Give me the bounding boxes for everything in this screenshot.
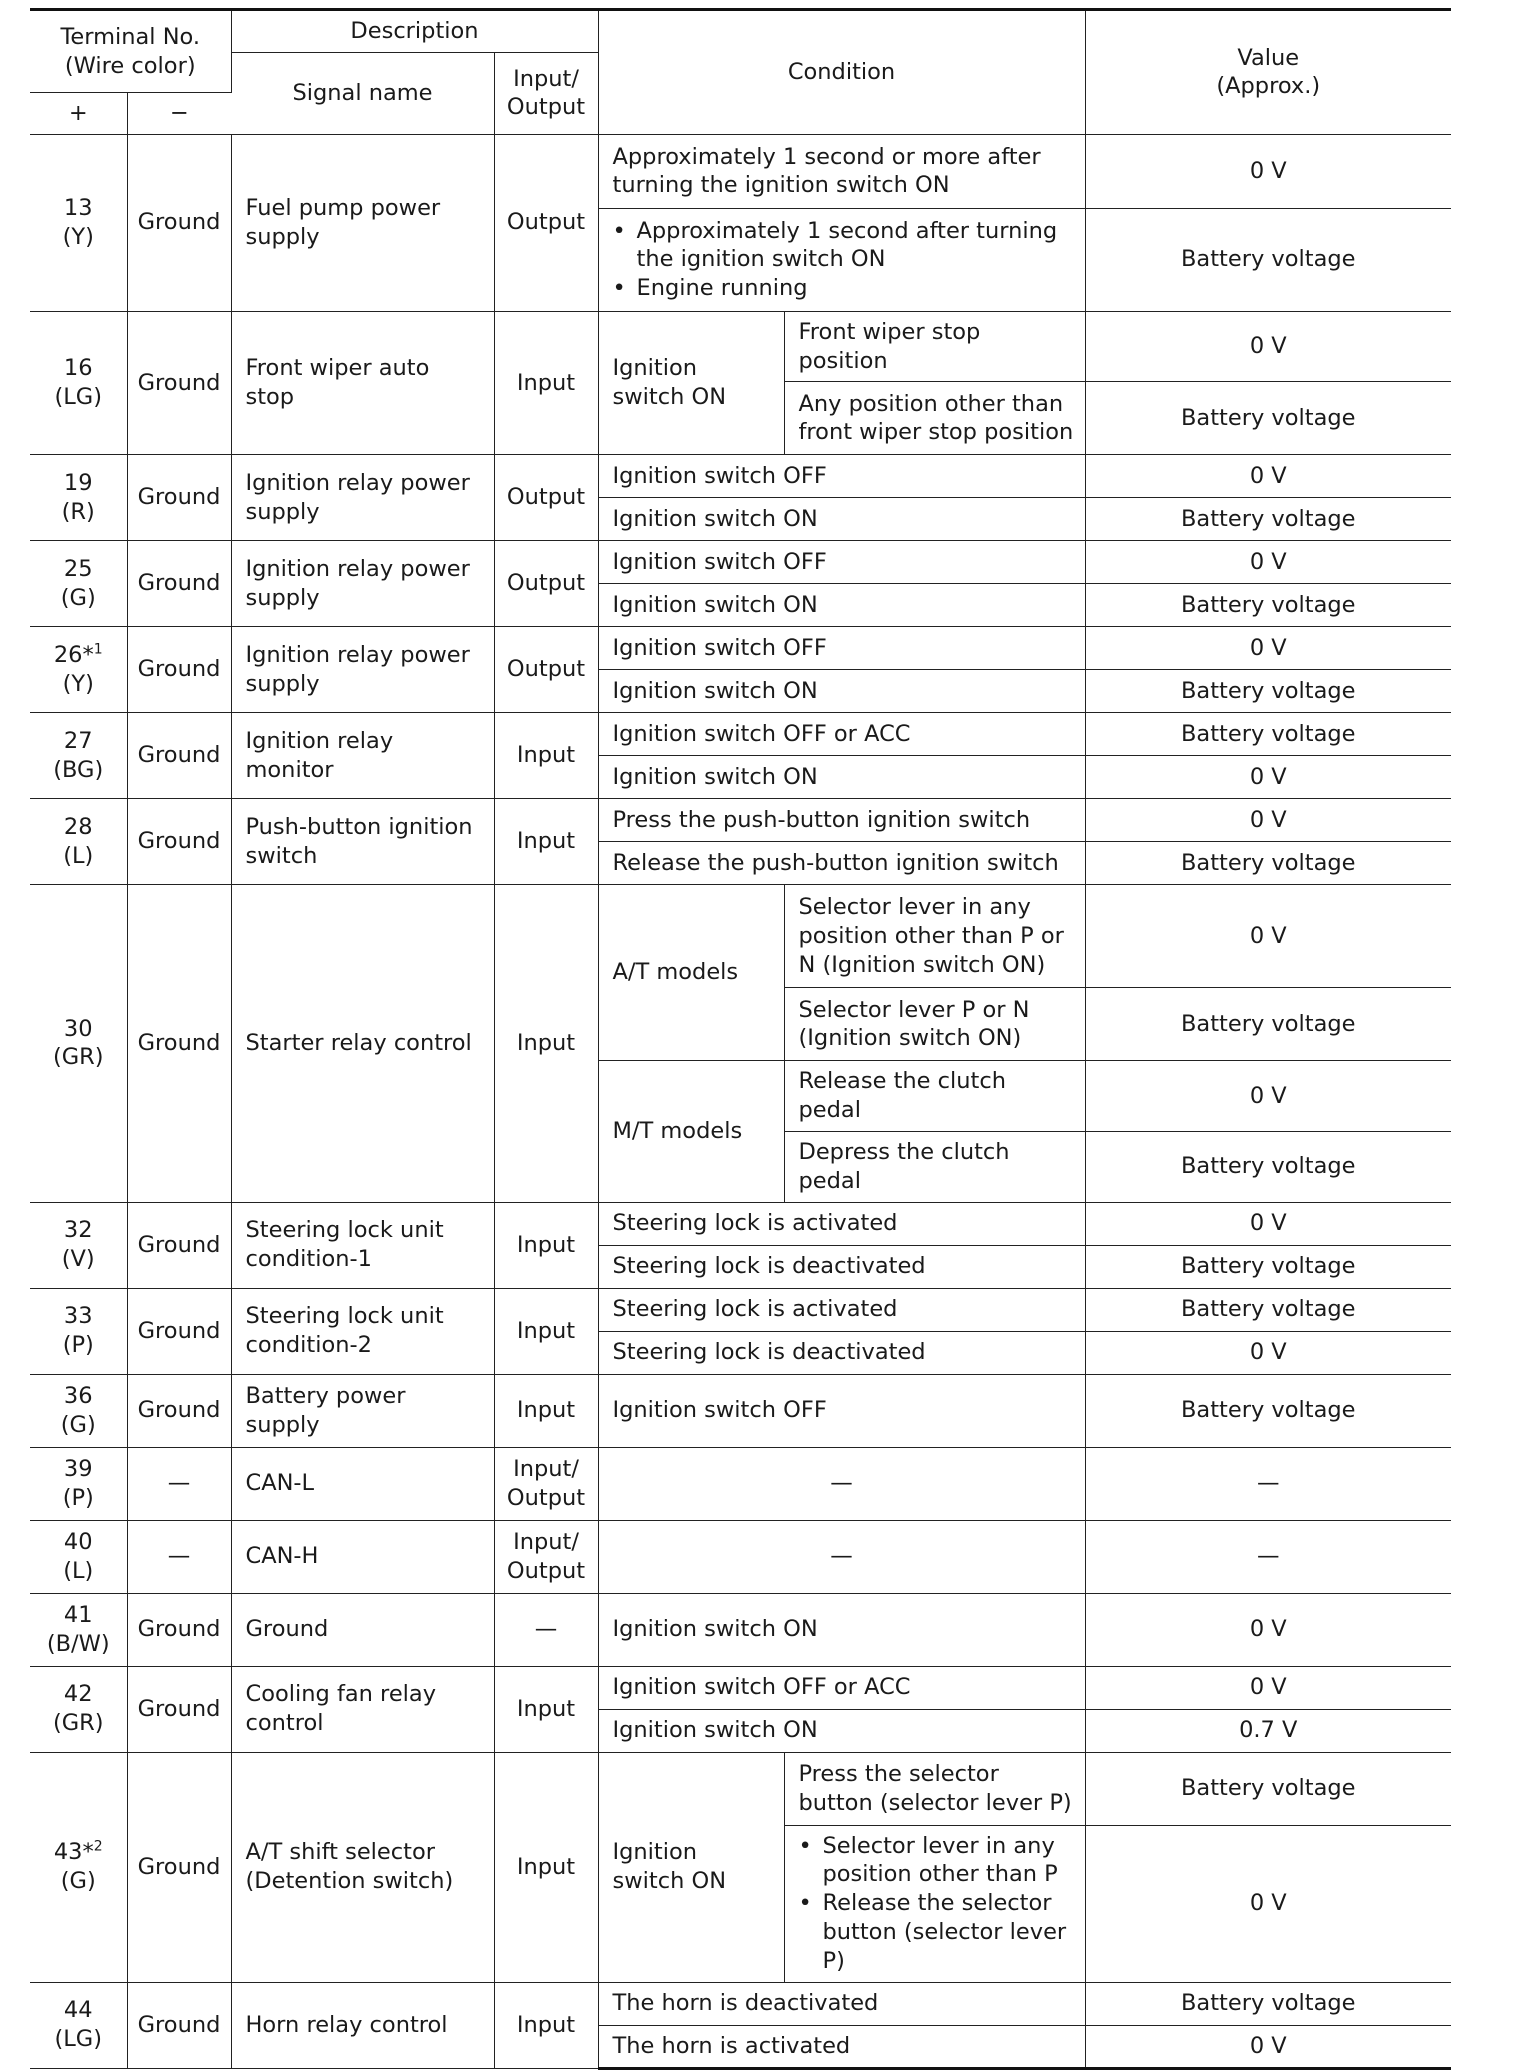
condition-cell: Ignition switch OFF or ACC xyxy=(598,713,1085,756)
terminal-number: 19 (R) xyxy=(30,455,127,541)
condition-cell: Press the push-button ignition switch xyxy=(598,799,1085,842)
signal-name: Ignition relay power supply xyxy=(231,541,494,627)
value-cell: Battery voltage xyxy=(1085,584,1451,627)
table-row xyxy=(30,1752,1451,1825)
condition-cell: Steering lock is activated xyxy=(598,1288,1085,1331)
terminal-number: 40 (L) xyxy=(30,1520,127,1593)
ground-cell: — xyxy=(127,1520,231,1593)
signal-name: CAN-H xyxy=(231,1520,494,1593)
header-value xyxy=(1085,10,1451,135)
value-cell: Battery voltage xyxy=(1085,842,1451,885)
signal-name: Cooling fan relay control xyxy=(231,1666,494,1752)
value-cell: 0 V xyxy=(1085,541,1451,584)
condition-cell: — xyxy=(598,1447,1085,1520)
value-cell: 0 V xyxy=(1085,1061,1451,1132)
terminal-number: 32 (V) xyxy=(30,1202,127,1288)
header-signal-name: Signal name xyxy=(231,53,494,135)
terminal-spec-page xyxy=(30,8,1451,2070)
signal-name: Horn relay control xyxy=(231,1982,494,2068)
table-row xyxy=(30,1666,1451,1709)
header-value-label: Value xyxy=(1237,44,1300,71)
io-cell: Input xyxy=(494,1202,598,1288)
table-row xyxy=(30,885,1451,988)
table-row xyxy=(30,541,1451,584)
io-cell: Input xyxy=(494,1982,598,2068)
terminal-number: 13 (Y) xyxy=(30,134,127,311)
table-row xyxy=(30,627,1451,670)
header-minus: − xyxy=(127,93,231,135)
table-row xyxy=(30,1593,1451,1666)
condition-cell: Ignition switch ON xyxy=(598,670,1085,713)
condition-cell: Release the clutch pedal xyxy=(784,1061,1085,1132)
value-cell: Battery voltage xyxy=(1085,382,1451,455)
terminal-number: 26*$^1$ (Y) xyxy=(30,627,127,713)
ground-cell: Ground xyxy=(127,627,231,713)
signal-name: Ignition relay power supply xyxy=(231,455,494,541)
table-row xyxy=(30,311,1451,382)
terminal-number: 41 (B/W) xyxy=(30,1593,127,1666)
ground-cell: — xyxy=(127,1447,231,1520)
value-cell: Battery voltage xyxy=(1085,1752,1451,1825)
value-cell: 0 V xyxy=(1085,799,1451,842)
header-wire-color-label: (Wire color) xyxy=(64,52,196,79)
ground-cell: Ground xyxy=(127,713,231,799)
ground-cell: Ground xyxy=(127,1666,231,1752)
value-cell: — xyxy=(1085,1447,1451,1520)
condition-cell: Any position other than front wiper stop position xyxy=(784,382,1085,455)
io-cell: Input xyxy=(494,1374,598,1447)
condition-cell: Ignition switch OFF xyxy=(598,541,1085,584)
terminal-number: 30 (GR) xyxy=(30,885,127,1202)
ground-cell: Ground xyxy=(127,311,231,455)
ground-cell: Ground xyxy=(127,1288,231,1374)
header-condition: Condition xyxy=(598,10,1085,135)
value-cell: Battery voltage xyxy=(1085,713,1451,756)
header-io-line1: Input/ xyxy=(513,65,579,92)
table-row xyxy=(30,799,1451,842)
terminal-number: 33 (P) xyxy=(30,1288,127,1374)
table-row xyxy=(30,1374,1451,1447)
ground-cell: Ground xyxy=(127,885,231,1202)
signal-name: Fuel pump power supply xyxy=(231,134,494,311)
condition-cell: • Selector lever in any position other than P • Release the selector button (selector lever P) xyxy=(784,1825,1085,1982)
condition-cell: Ignition switch OFF or ACC xyxy=(598,1666,1085,1709)
value-cell: 0 V xyxy=(1085,2025,1451,2068)
condition-cell: Ignition switch ON xyxy=(598,1709,1085,1752)
io-cell: Input xyxy=(494,1752,598,1982)
io-cell: Output xyxy=(494,134,598,311)
signal-name: Ignition relay power supply xyxy=(231,627,494,713)
io-cell: Input/ Output xyxy=(494,1520,598,1593)
terminal-number: 36 (G) xyxy=(30,1374,127,1447)
condition-cell: Steering lock is activated xyxy=(598,1202,1085,1245)
header-terminal-no xyxy=(30,10,231,93)
condition-cell: The horn is deactivated xyxy=(598,1982,1085,2025)
signal-name: Steering lock unit condition-1 xyxy=(231,1202,494,1288)
io-cell: Input xyxy=(494,799,598,885)
table-row xyxy=(30,134,1451,208)
value-cell: 0 V xyxy=(1085,627,1451,670)
signal-name: Push-button ignition switch xyxy=(231,799,494,885)
value-cell: Battery voltage xyxy=(1085,1288,1451,1331)
terminal-spec-table xyxy=(30,8,1451,2070)
terminal-number: 25 (G) xyxy=(30,541,127,627)
signal-name: Starter relay control xyxy=(231,885,494,1202)
io-cell: Input xyxy=(494,885,598,1202)
value-cell: Battery voltage xyxy=(1085,1982,1451,2025)
ground-cell: Ground xyxy=(127,1374,231,1447)
value-cell: Battery voltage xyxy=(1085,1245,1451,1288)
ground-cell: Ground xyxy=(127,1593,231,1666)
value-cell: 0 V xyxy=(1085,1666,1451,1709)
value-cell: 0 V xyxy=(1085,756,1451,799)
condition-cell: Ignition switch ON xyxy=(598,756,1085,799)
table-row xyxy=(30,1447,1451,1520)
condition-cell: • Approximately 1 second after turning the ignition switch ON • Engine running xyxy=(598,208,1085,311)
condition-cell: Ignition switch OFF xyxy=(598,455,1085,498)
ground-cell: Ground xyxy=(127,1982,231,2068)
ground-cell: Ground xyxy=(127,134,231,311)
condition-cell: Steering lock is deactivated xyxy=(598,1331,1085,1374)
condition-group: Ignition switch ON xyxy=(598,311,784,455)
header-plus: + xyxy=(30,93,127,135)
ground-cell: Ground xyxy=(127,1202,231,1288)
signal-name: Ignition relay monitor xyxy=(231,713,494,799)
terminal-number: 16 (LG) xyxy=(30,311,127,455)
terminal-number: 27 (BG) xyxy=(30,713,127,799)
table-row xyxy=(30,1202,1451,1245)
condition-cell: Ignition switch OFF xyxy=(598,1374,1085,1447)
ground-cell: Ground xyxy=(127,799,231,885)
value-cell: 0 V xyxy=(1085,1202,1451,1245)
io-cell: Output xyxy=(494,455,598,541)
io-cell: Input xyxy=(494,713,598,799)
value-cell: — xyxy=(1085,1520,1451,1593)
table-row xyxy=(30,1288,1451,1331)
header-input-output xyxy=(494,53,598,135)
condition-cell: The horn is activated xyxy=(598,2025,1085,2068)
value-cell: 0 V xyxy=(1085,885,1451,988)
value-cell: 0 V xyxy=(1085,1331,1451,1374)
terminal-number: 44 (LG) xyxy=(30,1982,127,2068)
terminal-number: 42 (GR) xyxy=(30,1666,127,1752)
value-cell: 0.7 V xyxy=(1085,1709,1451,1752)
condition-group: M/T models xyxy=(598,1061,784,1202)
condition-cell: Steering lock is deactivated xyxy=(598,1245,1085,1288)
io-cell: Input xyxy=(494,1288,598,1374)
value-cell: 0 V xyxy=(1085,134,1451,208)
header-terminal-no-label: Terminal No. xyxy=(60,23,201,50)
condition-group: A/T models xyxy=(598,885,784,1061)
condition-cell: Ignition switch OFF xyxy=(598,627,1085,670)
table-row xyxy=(30,713,1451,756)
condition-cell: Approximately 1 second or more after turning the ignition switch ON xyxy=(598,134,1085,208)
signal-name: CAN-L xyxy=(231,1447,494,1520)
io-cell: Input xyxy=(494,311,598,455)
ground-cell: Ground xyxy=(127,1752,231,1982)
io-cell: — xyxy=(494,1593,598,1666)
value-cell: 0 V xyxy=(1085,1825,1451,1982)
signal-name: Steering lock unit condition-2 xyxy=(231,1288,494,1374)
condition-cell: Ignition switch ON xyxy=(598,584,1085,627)
value-cell: 0 V xyxy=(1085,455,1451,498)
io-cell: Input xyxy=(494,1666,598,1752)
condition-cell: Ignition switch ON xyxy=(598,498,1085,541)
condition-cell: — xyxy=(598,1520,1085,1593)
table-row xyxy=(30,1982,1451,2025)
terminal-number: 43*$^2$ (G) xyxy=(30,1752,127,1982)
value-cell: Battery voltage xyxy=(1085,670,1451,713)
value-cell: 0 V xyxy=(1085,1593,1451,1666)
value-cell: Battery voltage xyxy=(1085,1374,1451,1447)
ground-cell: Ground xyxy=(127,455,231,541)
signal-name: Battery power supply xyxy=(231,1374,494,1447)
condition-cell: Selector lever in any position other than P or N (Ignition switch ON) xyxy=(784,885,1085,988)
signal-name: Front wiper auto stop xyxy=(231,311,494,455)
value-cell: 0 V xyxy=(1085,311,1451,382)
io-cell: Output xyxy=(494,541,598,627)
condition-cell: Selector lever P or N (Ignition switch ON) xyxy=(784,988,1085,1061)
condition-cell: Release the push-button ignition switch xyxy=(598,842,1085,885)
header-io-line2: Output xyxy=(506,94,586,121)
condition-cell: Depress the clutch pedal xyxy=(784,1131,1085,1202)
terminal-number: 28 (L) xyxy=(30,799,127,885)
condition-cell: Front wiper stop position xyxy=(784,311,1085,382)
io-cell: Input/ Output xyxy=(494,1447,598,1520)
value-cell: Battery voltage xyxy=(1085,988,1451,1061)
ground-cell: Ground xyxy=(127,541,231,627)
value-cell: Battery voltage xyxy=(1085,208,1451,311)
table-row xyxy=(30,1520,1451,1593)
header-description: Description xyxy=(231,10,598,53)
value-cell: Battery voltage xyxy=(1085,498,1451,541)
signal-name: A/T shift selector (Detention switch) xyxy=(231,1752,494,1982)
value-cell: Battery voltage xyxy=(1085,1131,1451,1202)
io-cell: Output xyxy=(494,627,598,713)
condition-cell: Press the selector button (selector lever P) xyxy=(784,1752,1085,1825)
condition-group: Ignition switch ON xyxy=(598,1752,784,1982)
condition-cell: Ignition switch ON xyxy=(598,1593,1085,1666)
signal-name: Ground xyxy=(231,1593,494,1666)
table-row xyxy=(30,455,1451,498)
header-row-1 xyxy=(30,10,1451,53)
terminal-number: 39 (P) xyxy=(30,1447,127,1520)
header-approx-label: (Approx.) xyxy=(1216,73,1321,100)
